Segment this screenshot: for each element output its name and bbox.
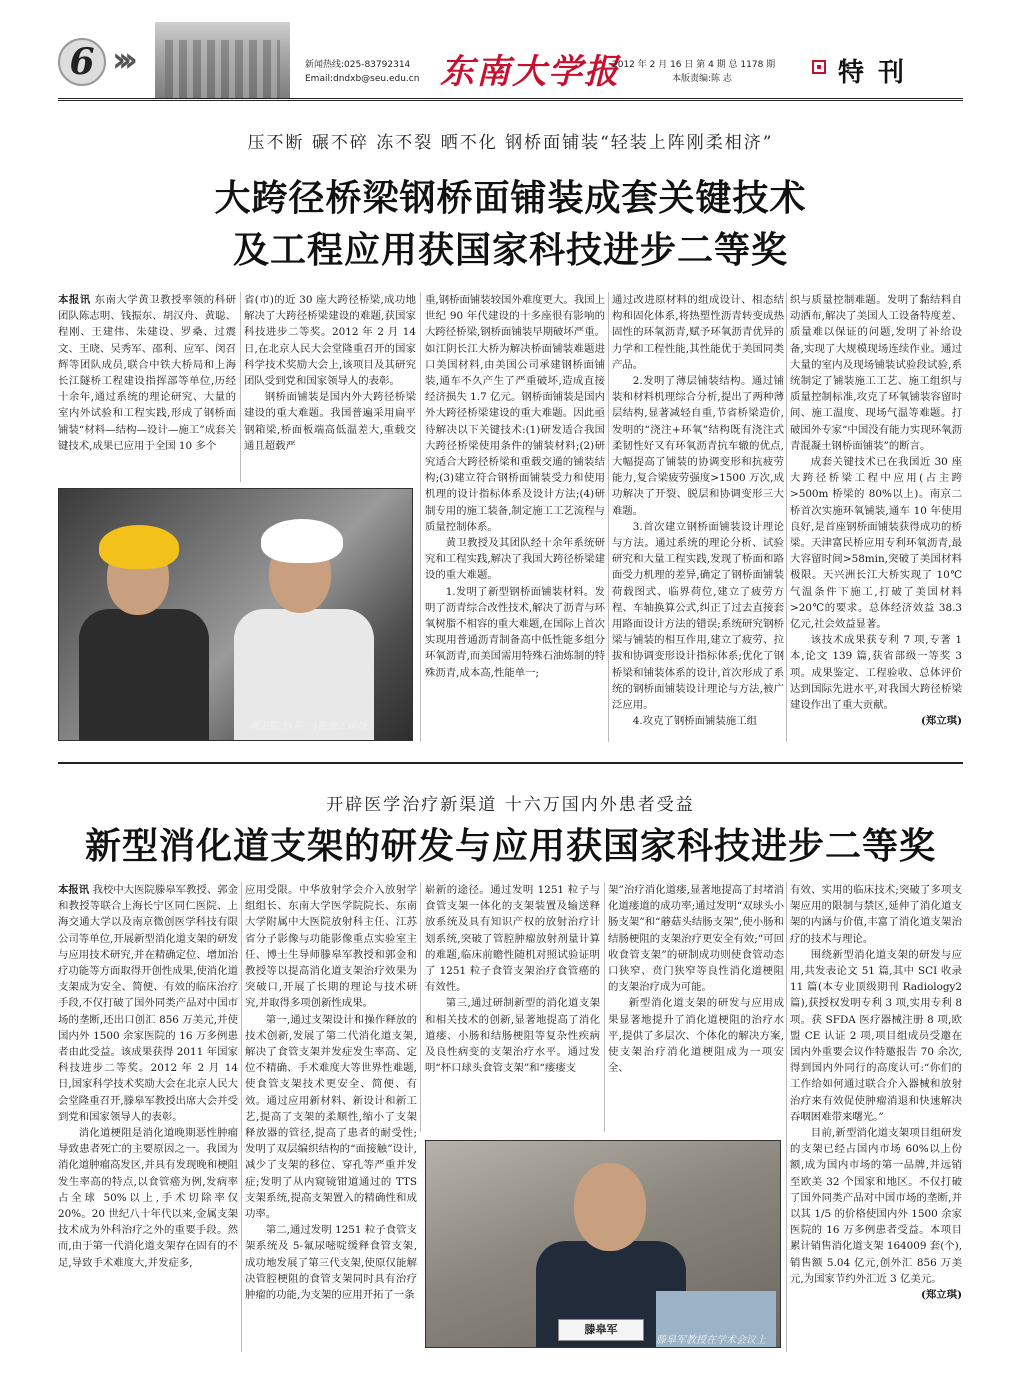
article1-column-4 — [612, 292, 784, 742]
column-divider — [786, 882, 787, 1352]
article2-column-2 — [245, 882, 417, 1352]
article1-col2-text1: 省(市)的近 30 座大跨径桥梁,成功地解决了大跨径桥梁建设的难题,获国家科技进步二等奖。2012 年 2 月 14 日,在北京人民大会堂隆重召开的国家科学技术奖励大会上,该项目及其研究团队受到党和国家领导人的表彰。 — [244, 294, 416, 388]
email-address[interactable]: Email:dndxb@seu.edu.cn — [305, 74, 420, 84]
chevron-decoration-icon: ››› — [112, 40, 131, 80]
newspaper-masthead: 东南大学报 — [440, 52, 620, 92]
article1-col3-text1: 重,钢桥面铺装较国外难度更大。我国上世纪 90 年代建设的十多座很有影响的大跨径桥梁,钢桥面铺装早期破坏严重。如江阴长江大桥为解决桥面铺装难题进口美国材料,由美国公司承建钢桥面铺装,通车不久产生了严重破坏,造成直接经济损失 1.7 亿元。钢桥面铺装是国内外大跨径桥梁建设的重大难题。因此亟待解决以下关键技术:(1)研发适合我国大跨径桥梁使用条件的铺装材料;(2)研究适合大跨径桥梁和重载交通的铺装结构;(3)建立符合钢桥面铺装受力和使用机理的设计指标体系及设计方法;(4)研制专用的施工装备,制定施工工艺流程与质量控制体系。 — [425, 294, 605, 533]
article2-title: 新型消化道支架的研发与应用获国家科技进步二等奖 — [84, 826, 936, 867]
article1-col3-text2: 黄卫教授及其团队经十余年系统研究和工程实践,解决了我国大跨径桥梁建设的重大难题。 — [425, 537, 605, 582]
article2-col2-text3: 第二,通过发明 1251 粒子食管支架系统及 5-氟尿嘧啶缓释食管支架,成功地发展了第三代支架,使原仅能解决管腔梗阻的食管支架同时具有治疗肿瘤的功能,为支架的应用开拓了一条 — [245, 1224, 417, 1302]
article1-kicker: 压不断 碾不碎 冻不裂 晒不化 钢桥面铺装“轻装上阵刚柔相济” — [247, 133, 774, 153]
article2-kicker: 开辟医学治疗新渠道 十六万国内外患者受益 — [326, 795, 695, 815]
article2-photo — [425, 1140, 781, 1348]
article1-lead: 本报讯 — [58, 294, 91, 306]
column-divider — [240, 292, 241, 482]
article2-photo-caption: 滕皋军教授在学术会议上 — [656, 1335, 766, 1346]
article1-col5-text3: 该技术成果获专利 7 项,专著 1 本,论文 139 篇,获省部级一等奖 3 项。成果鉴定、工程验收、总体评价达到国际先进水平,对我国大跨径桥梁建设作出了重大贡献。 — [790, 634, 962, 712]
article1-col3-text3: 1.发明了新型钢桥面铺装材料。发明了沥青综合改性技术,解决了沥青与环氧树脂不相容的重大难题,在国际上首次实现用普通沥青制备高中低性能多组分环氧沥青,而美国需用特殊石油炼制的特殊沥青,成本高,性能单一; — [425, 585, 605, 679]
article2-column-3 — [425, 882, 600, 1134]
yellow-helmet-icon — [99, 525, 179, 569]
news-hotline: 新闻热线:025-83792314 — [305, 60, 411, 70]
article1-col5-text1: 织与质量控制难题。发明了黏结料自动洒布,解决了美国人工设备特度差、质量难以保证的问题,发明了补给设备,实现了大规模现场连续作业。通过大量的室内及现场铺装试验段试验,系统制定了铺装施工工艺、施工组织与质量控制标准,攻克了环氧铺装容留时间、施工温度、现场气温等难题。打破国外专家“中国没有能力实现环氧沥青混凝土钢桥面铺装”的断言。 — [790, 294, 962, 452]
page-editor: 本版责编:陈 志 — [672, 74, 732, 84]
article1-col5-text2: 成套关键技术已在我国近 30 座大跨径桥梁工程中应用(占主跨>500m 桥梁的 80%以上)。南京二桥首次实施环氧铺装,通车 10 年使用良好,是首座钢桥面铺装获得成功的桥梁。天津富民桥应用专利环氧沥青,最大容留时间>58min,突破了美国材料极限。天兴洲长江大桥实现了 10℃气温条件下施工,打破了美国材料>20℃的要求。总体经济效益 38.3 亿元,社会效益显著。 — [790, 456, 962, 631]
article1-col2-text2: 钢桥面铺装是国内外大跨径桥梁建设的重大难题。我国普遍采用扁平钢箱梁,桥面板端高低温差大,重载交通且超载严 — [244, 391, 416, 452]
article1-byline: (郑立琪) — [920, 715, 962, 728]
article2-lead: 本报讯 — [58, 884, 90, 896]
white-helmet-icon — [261, 519, 343, 563]
issue-info — [612, 58, 775, 86]
issue-date: 2012 年 2 月 16 日 第 4 期 总 1178 期 — [612, 60, 776, 70]
article1-column-3 — [425, 292, 605, 742]
article2-col1-text1: 我校中大医院滕皋军教授、郭金和教授等联合上海长宁区同仁医院、上海交通大学以及南京微创医学科技有限公司等单位,开展新型消化道支架的研发与应用技术研究,并在精确定位、增加治疗功能等方面取得开创性成果,使消化道支架成为安全、简便、有效的临床治疗手段,不仅打破了国外同类产品对中国市场的垄断,还出口创汇 856 万美元,并使国内外 1500 余家医院的 16 万多例患者由此受益。该成果获得 2011 年国家科技进步二等奖。2012 年 2 月 14 日,国家科学技术奖励大会在北京人民大会堂隆重召开,滕皋军教授出席大会并受到党和国家领导人的表彰。 — [58, 884, 238, 1123]
article2-col5-text2: 围绕新型消化道支架的研发与应用,共发表论文 51 篇,其中 SCI 收录 11 篇(本专业顶级期刊 Radiology2 篇),获授权发明专利 3 项,实用专利 8 项。获 SFDA 医疗器械注册 8 项,欧盟 CE 认证 2 项,项目组成员受邀在国内外重要会议作特邀报告 70 余次,得到国内外同行的高度认可:“你们的工作给如何通过联合介入器械和放射治疗来有效促使肿瘤消退和快速解决吞咽困难带来曙光。” — [790, 948, 962, 1123]
article2-column-1 — [58, 882, 238, 1352]
article2-column-4 — [608, 882, 784, 1134]
article1-col4-text1: 通过改进原材料的组成设计、相态结构和固化体系,将热塑性沥青转变成热固性的环氧沥青,赋予环氧沥青优异的力学和工程性能,其性能优于美国同类产品。 — [612, 294, 784, 371]
article2-col3-text2: 第三,通过研制新型的消化道支架和相关技术的创新,显著地提高了消化道瘘、小肠和结肠梗阻等复杂性疾病及良性病变的支架治疗水平。通过发明“杯口球头食管支架”和“瘘瘘支 — [425, 997, 600, 1075]
article2-col1-text2: 消化道梗阻是消化道晚期恶性肿瘤导致患者死亡的主要原因之一。我国为消化道肿瘤高发区,并具有发现晚和梗阻发生率高的特点,以食管癌为例,发病率占全球 50%以上,手术切除率仅 20%。20 世纪八十年代以来,金属支架技术成为外科治疗之外的重要手段。然而,由于第一代消化道支架存在固有的不足,导致手术难度大,并发症多, — [58, 1127, 238, 1269]
page-number: 6 — [58, 38, 106, 86]
article-divider — [58, 762, 963, 764]
article2-column-5 — [790, 882, 962, 1352]
page-header — [0, 0, 1021, 100]
article1-title-line2: 及工程应用获国家科技进步二等奖 — [232, 230, 788, 271]
article2-col2-text1: 应用受限。中华放射学会介入放射学组组长、东南大学医学院院长、东南大学附属中大医院放射科主任、江苏省分子影像与功能影像重点实验室主任、博士生导师滕皋军教授和郭金和教授等以提高消化道支架治疗效果为突破口,开展了长期的理论与技术研究,并取得多项创新性成果。 — [245, 884, 417, 1010]
column-divider — [420, 882, 421, 1132]
speaker-nameplate: 滕皋军 — [558, 1319, 644, 1341]
article1-photo-caption: 黄卫院士(左一)在施工现场 — [249, 721, 367, 732]
column-divider — [241, 882, 242, 1352]
article2-col3-text1: 崭新的途径。通过发明 1251 粒子与食管支架一体化的支架装置及输送释放系统及具有知识产权的放射治疗计划系统,突破了管腔肿瘤放射剂量计算的难题,临床前瞻性随机对照试验证明了 1251 粒子食管支架治疗食管癌的有效性。 — [425, 884, 600, 994]
article1-photo — [58, 488, 413, 741]
column-divider — [604, 882, 605, 1132]
article1-column-1 — [58, 292, 236, 482]
campus-building-image — [155, 22, 290, 98]
article2-col4-text2: 新型消化道支架的研发与应用成果显著地提升了消化道梗阻的治疗水平,提供了多层次、个体化的解决方案,使支架治疗消化道梗阻成为一项安全、 — [608, 997, 784, 1075]
speaker-head — [574, 1163, 646, 1251]
section-title: 特刊 — [838, 58, 919, 88]
article1-column-2 — [244, 292, 416, 482]
article2-byline: (郑立琪) — [920, 1289, 962, 1302]
section-square-icon — [812, 60, 826, 74]
article2-col4-text1: 架”治疗消化道瘘,显著地提高了封堵消化道瘘道的成功率;通过发明“双球头小肠支架”和“蘑菇头结肠支架”,使小肠和结肠梗阻的支架治疗更安全有效;“可回收食管支架”的研制成功则使食管动态口狭窄、贲门狭窄等良性消化道梗阻的支架治疗成为可能。 — [608, 884, 784, 994]
column-divider — [420, 292, 421, 742]
header-rule — [58, 98, 963, 101]
article2-col5-text1: 有效、实用的临床技术;突破了多项支架应用的限制与禁区,延伸了消化道支架的内涵与价值,丰富了消化道支架治疗的技术与理论。 — [790, 884, 962, 945]
article1-col1-text: 东南大学黄卫教授率领的科研团队陈志明、钱振东、胡汉舟、黄聪、程刚、王建伟、朱建设、罗桑、过震文、王晓、吴秀军、邵利、应军、闵召辉等团队成员,联合中铁大桥局和上海长江隧桥工程建设指挥部等单位,历经十余年,通过系统的理论研究、大量的室内外试验和工程实践,形成了钢桥面铺装“材料—结构—设计—施工”成套关键技术,成果已应用于全国 10 多个 — [58, 294, 236, 452]
article1-col4-text2: 2.发明了薄层铺装结构。通过铺装和材料机理综合分析,提出了两种薄层结构,显著减轻自重,节省桥梁造价,发明的“浇注+环氧”结构既有浇注式柔韧性好又有环氧沥青抗车辙的优点,大幅提高了铺装的协调变形和抗疲劳能力,复合梁疲劳强度>1500 万次,成功解决了开裂、脱层和协调变形三大难题。 — [612, 375, 784, 517]
article1-column-5 — [790, 292, 962, 742]
article1-col4-text3: 3.首次建立钢桥面铺装设计理论与方法。通过系统的理论分析、试验研究和大量工程实践,发现了桥面和路面受力机理的差异,确定了钢桥面铺装荷载图式、临界荷位,建立了疲劳方程、车轴换算公式,纠正了过去直接套用路面设计方法的错误;系统研究钢桥梁与铺装的相互作用,建立了疲劳、拉拔和协调变形设计指标体系;优化了钢桥梁和铺装体系的设计,首次形成了系统的钢桥面铺装设计理论与方法,被广泛应用。 — [612, 520, 784, 712]
contact-info — [305, 58, 419, 86]
column-divider — [608, 292, 609, 742]
article2-col5-text3: 目前,新型消化道支架项目组研发的支架已经占国内市场 60%以上份额,成为国内市场的第一品牌,并远销至欧美 32 个国家和地区。不仅打破了国外同类产品对中国市场的垄断,并以其 1/5 的价格使国内外 1500 余家医院的 16 万多例患者受益。本项目累计销售消化道支架 164009 套(个),销售额 5.04 亿元,创外汇 856 万美元,为国家节约外汇近 3 亿美元。 — [790, 1127, 962, 1285]
column-divider — [786, 292, 787, 742]
article2-col2-text2: 第一,通过支架设计和操作释放的技术创新,发展了第二代消化道支架,解决了食管支架并发症发生率高、定位不精确、手术难度大等世界性难题,使食管支架技术更安全、简便、有效。通过应用新材料、新设计和新工艺,提高了支架的柔顺性,缩小了支架释放器的管径,提高了患者的耐受性;发明了双层编织结构的“面接触”设计,减少了支架的移位、穿孔等严重并发症;发明了从内窥镜钳道通过的 TTS 支架系统,提高支架置入的精确性和成功率。 — [245, 1013, 417, 1221]
person-body-left — [79, 609, 209, 741]
article1-title-line1: 大跨径桥梁钢桥面铺装成套关键技术 — [214, 178, 807, 219]
article1-col4-text4: 4.攻克了钢桥面铺装施工组 — [632, 715, 758, 728]
